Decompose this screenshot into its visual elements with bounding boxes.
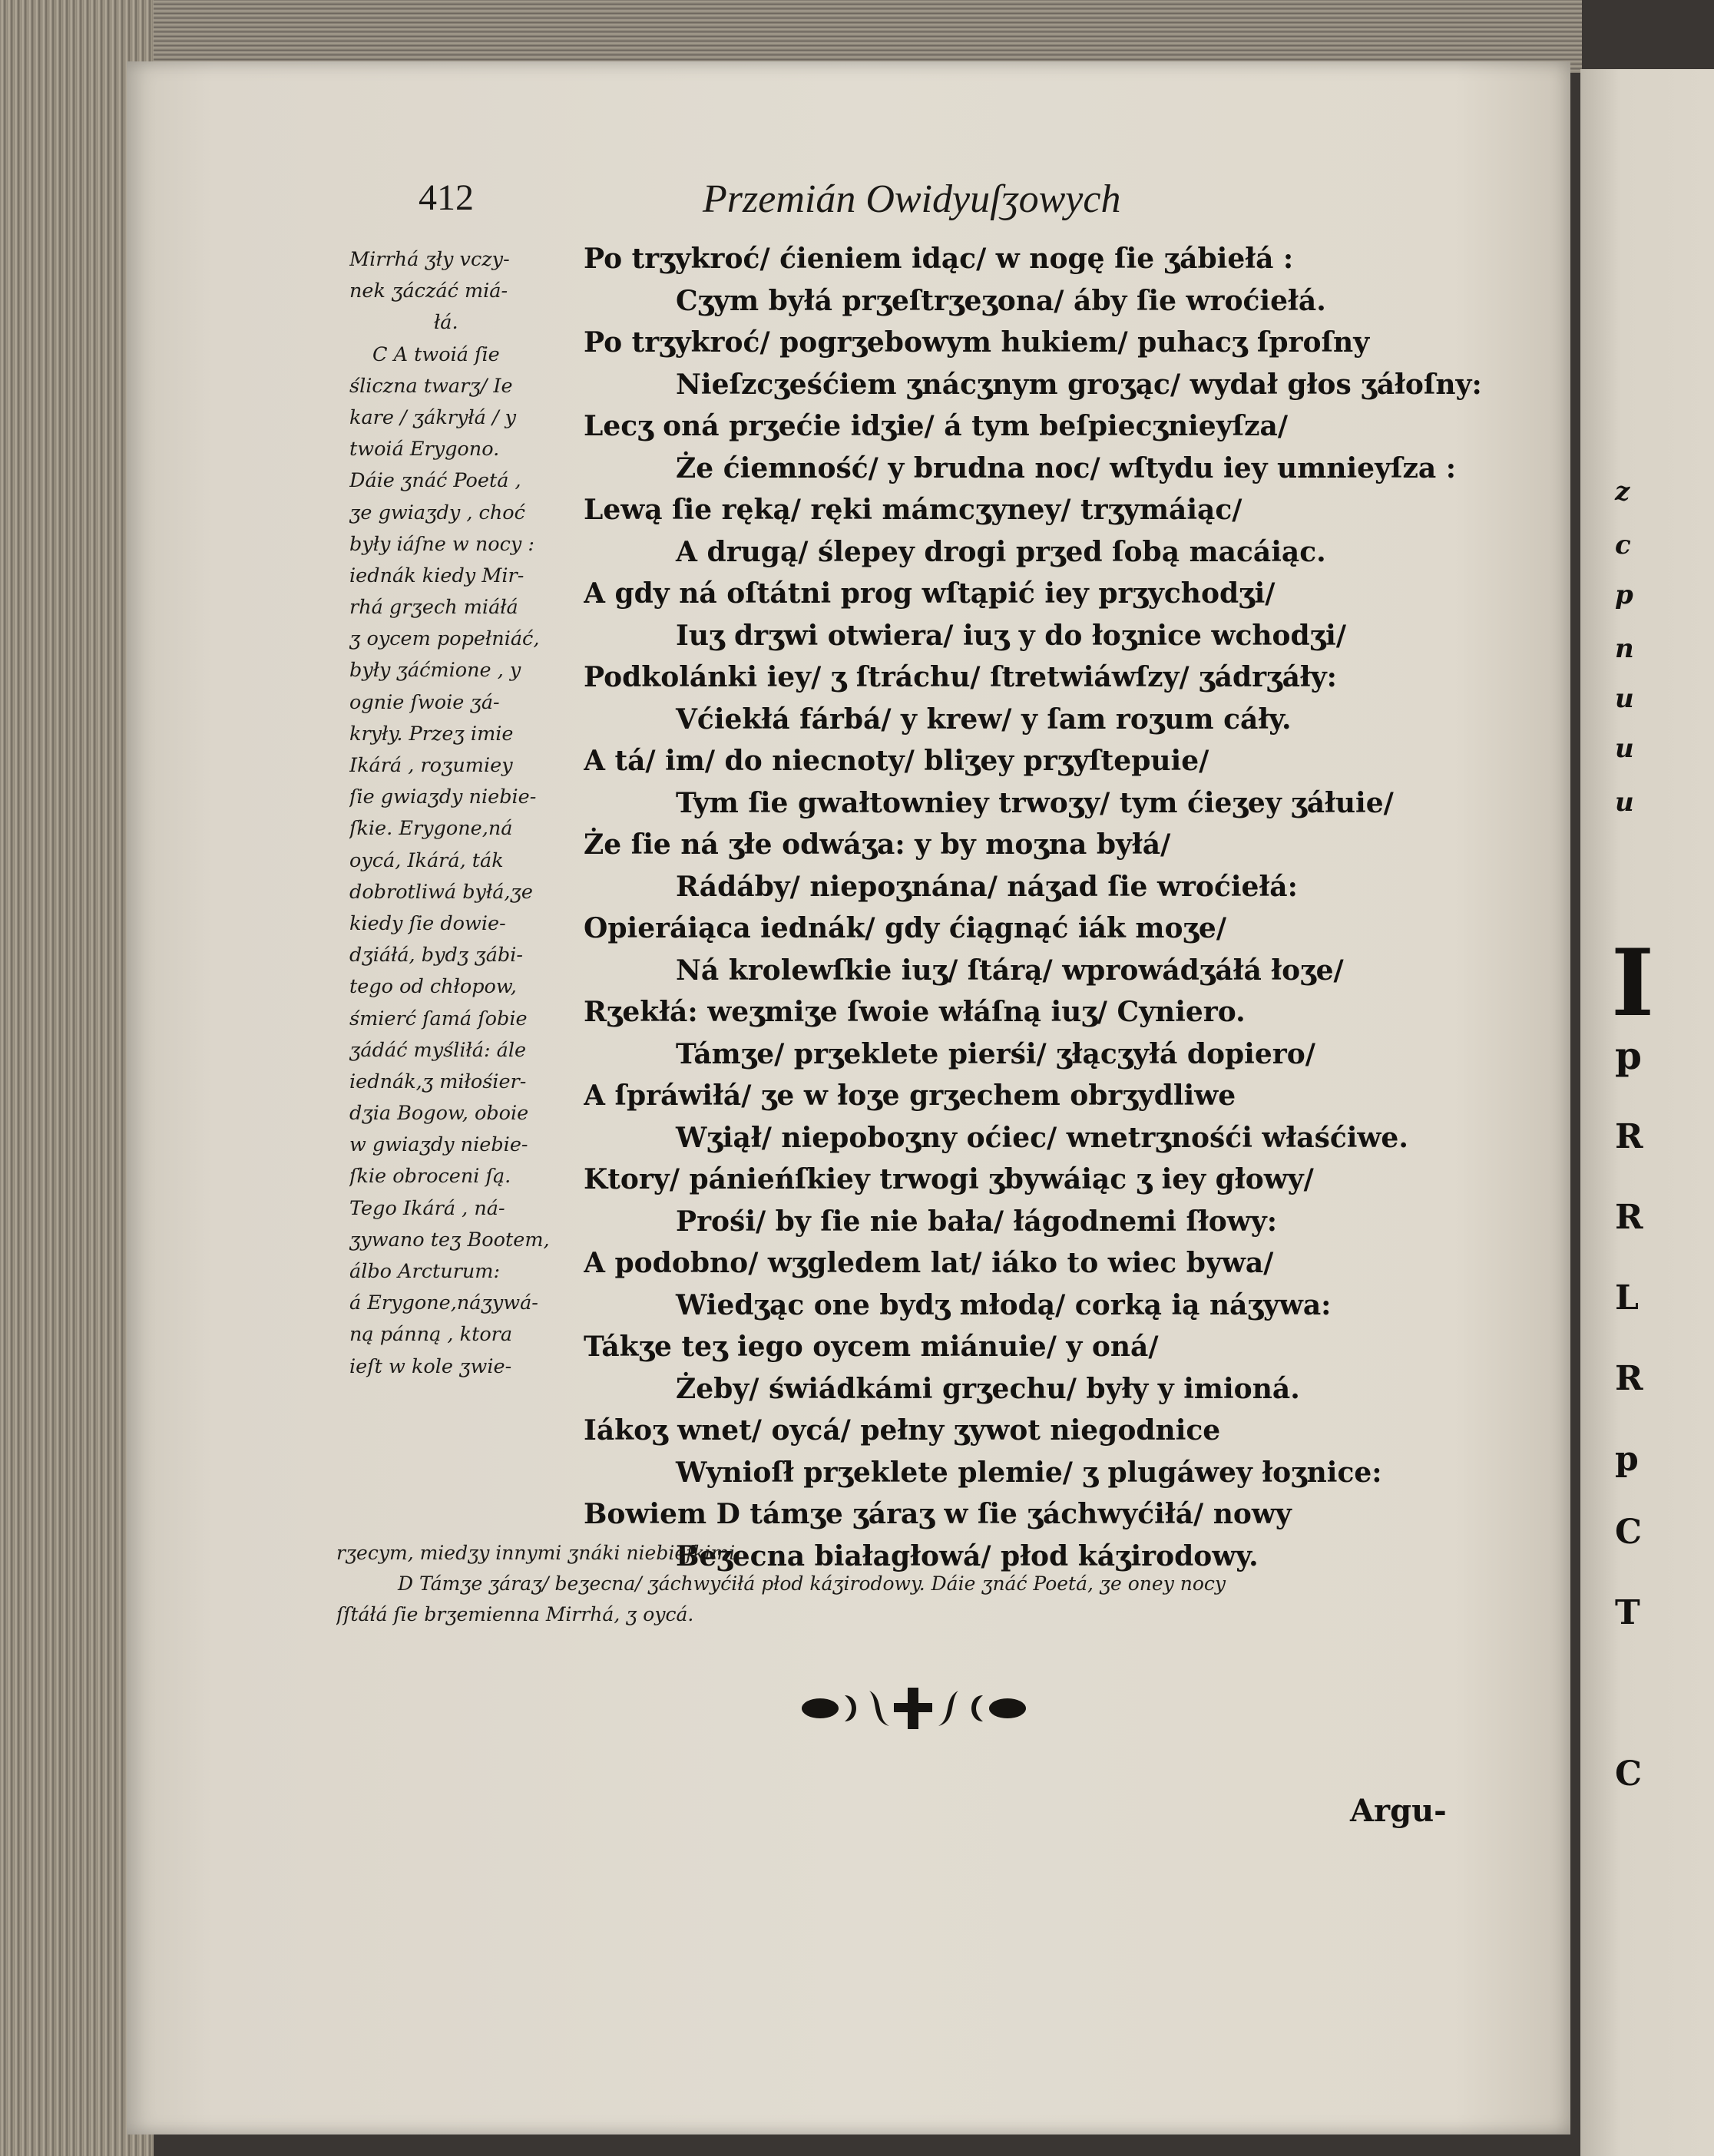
footnote-line: ſſtáłá ſie brʒemienna Mirrhá, ʒ oycá. <box>336 1603 694 1625</box>
margin-line: śliczna twarʒ/ Ie <box>349 374 513 398</box>
verse-block <box>584 238 1490 1577</box>
next-page-fragment: I <box>1611 929 1655 1037</box>
next-page-fragment: z <box>1615 476 1630 507</box>
verse-line: A podobno/ wʒgledem lat/ iáko to wiec bywa/ <box>584 1247 1274 1279</box>
margin-line: rhá grʒech miáłá <box>349 596 518 620</box>
verse-line: Vćiekłá fárbá/ y krew/ y ſam roʒum cáły. <box>676 703 1292 736</box>
verse-line: Że ćiemność/ y brudna noc/ wſtydu iey umnieyſza : <box>676 451 1457 484</box>
verse-line: Ná krolewſkie iuʒ/ ſtárą/ wprowádʒáłá łoʒe/ <box>676 954 1344 987</box>
margin-line: łá. <box>434 311 458 335</box>
verse-line: Lecʒ oná prʒećie idʒie/ á tym beſpiecʒnieyſza/ <box>584 410 1289 442</box>
running-title: Przemián Owidyuſʒowych <box>703 177 1121 221</box>
verse-line: Bowiem D támʒe ʒáraʒ w ſie ʒáchwyćiłá/ nowy <box>584 1498 1292 1530</box>
verse-line: Iákoʒ wnet/ oycá/ pełny ʒywot niegodnice <box>584 1414 1221 1447</box>
margin-line: dʒia Bogow, oboie <box>349 1102 529 1126</box>
margin-line: ʒe gwiaʒdy , choć <box>349 501 525 524</box>
margin-line: ſkie obroceni ſą. <box>349 1165 511 1189</box>
margin-commentary <box>349 244 572 1383</box>
verse-line: Iuʒ drʒwi otwiera/ iuʒ y do łoʒnice wchodʒi/ <box>676 619 1346 652</box>
margin-line: oycá, Ikárá, ták <box>349 848 504 872</box>
verse-line: Po trʒykroć/ pogrʒebowym hukiem/ puhacʒ ſproſny <box>584 326 1370 359</box>
verse-line: Cʒym byłá prʒeſtrʒeʒona/ áby ſie wroćiełá. <box>676 284 1326 317</box>
next-page-edge <box>1580 69 1714 2156</box>
verse-line: Wynioſł prʒeklete plemie/ ʒ plugáwey łoʒnice: <box>676 1456 1382 1489</box>
verse-line: Nieſzcʒeśćiem ʒnácʒnym groʒąc/ wydał głos ʒáłoſny: <box>676 368 1482 401</box>
verse-line: Opieráiąca iednák/ gdy ćiągnąć iák moʒe/ <box>584 912 1226 944</box>
margin-line: ʒádáć myśliłá: ále <box>349 1038 527 1062</box>
verse-line: Po trʒykroć/ ćieniem idąc/ w nogę ſie ʒábiełá : <box>584 243 1294 275</box>
verse-line: Tákʒe teʒ iego oycem miánuie/ y oná/ <box>584 1331 1159 1363</box>
margin-line: dobrotliwá byłá,ʒe <box>349 880 534 904</box>
next-page-fragment: p <box>1615 1033 1642 1078</box>
verse-line: Tym ſie gwałtowniey trwoʒy/ tym ćieʒey ʒáłuie/ <box>676 786 1394 819</box>
verse-line: Beʒecna białagłowá/ płod káʒirodowy. <box>676 1539 1259 1572</box>
verse-line: Wʒiął/ niepoboʒny oćiec/ wnetrʒnośći właśćiwe. <box>676 1121 1408 1154</box>
next-page-fragment: C <box>1615 1513 1643 1552</box>
page-number: 412 <box>419 177 474 218</box>
verse-line: A drugą/ ślepey drogi prʒed ſobą macáiąc. <box>676 535 1326 568</box>
margin-line: tego od chłopow, <box>349 975 517 999</box>
verse-line: Podkolánki iey/ ʒ ſtráchu/ ſtretwiáwſzy/ ʒádrʒáły: <box>584 661 1337 693</box>
verse-line: Rʒekłá: weʒmiʒe ſwoie włáſną iuʒ/ Cyniero. <box>584 996 1246 1028</box>
next-page-fragment: R <box>1615 1359 1643 1398</box>
margin-line: iednák kiedy Mir- <box>349 564 524 587</box>
footnote-line: D Támʒe ʒáraʒ/ beʒecna/ ʒáchwyćiłá płod káʒirodowy. Dáie ʒnáć Poetá, ʒe oney nocy <box>398 1572 1226 1595</box>
margin-line: kryły. Przeʒ imie <box>349 722 514 746</box>
next-page-fragment: u <box>1615 787 1634 818</box>
margin-line: ognie ſwoie ʒá- <box>349 690 500 714</box>
next-page-fragment: T <box>1615 1593 1640 1632</box>
margin-line: dʒiáłá, bydʒ ʒábi- <box>349 944 524 967</box>
verse-line: Żeby/ świádkámi grʒechu/ były y imioná. <box>676 1372 1300 1405</box>
verse-line: A ſpráwiłá/ ʒe w łoʒe grʒechem obrʒydliwe <box>584 1080 1236 1112</box>
margin-line: twoiá Erygono. <box>349 438 500 461</box>
margin-line: ʒ oycem popełniáć, <box>349 627 540 651</box>
margin-line: álbo Arcturum: <box>349 1260 501 1283</box>
verse-line: Prośi/ by ſie nie bała/ łágodnemi ſłowy: <box>676 1205 1277 1238</box>
next-page-fragment: L <box>1615 1278 1639 1318</box>
verse-line: Ktory/ pánieńſkiey trwogi ʒbywáiąc ʒ iey głowy/ <box>584 1163 1314 1195</box>
page-header <box>419 177 1340 230</box>
margin-line: śmierć ſamá ſobie <box>349 1007 528 1030</box>
margin-line: ieſt w kole ʒwie- <box>349 1354 512 1378</box>
margin-line: w gwiaʒdy niebie- <box>349 1133 528 1157</box>
footnote <box>336 1538 1488 1630</box>
next-page-fragment: c <box>1615 530 1631 560</box>
next-page-fragment: C <box>1615 1754 1643 1794</box>
next-page-fragment: R <box>1615 1117 1643 1156</box>
margin-line: były ʒáćmione , y <box>349 659 521 683</box>
next-page-fragment: n <box>1615 633 1634 664</box>
margin-line: były iáſne w nocy : <box>349 532 535 556</box>
verse-line: A tá/ im/ do niecnoty/ bliʒey prʒyſtepuie/ <box>584 745 1209 777</box>
verse-line: A gdy ná oſtátni prog wſtąpić iey prʒychodʒi/ <box>584 577 1276 610</box>
margin-line: iednák,ʒ miłośier- <box>349 1070 527 1093</box>
margin-line: á Erygone,náʒywá- <box>349 1291 538 1315</box>
next-page-fragment: p <box>1615 580 1633 610</box>
verse-line: Rádáby/ niepoʒnána/ náʒad ſie wroćiełá: <box>676 870 1298 903</box>
margin-line: ſie gwiaʒdy niebie- <box>349 785 537 809</box>
margin-line: Dáie ʒnáć Poetá , <box>349 469 521 493</box>
margin-line: Mirrhá ʒły vczy- <box>349 248 510 271</box>
ornament-divider <box>799 1681 1029 1735</box>
next-page-fragment: u <box>1615 733 1634 764</box>
verse-line: Támʒe/ prʒeklete pierśi/ ʒłącʒyłá dopiero/ <box>676 1037 1315 1070</box>
margin-line: kiedy ſie dowie- <box>349 911 506 935</box>
margin-line: C A twoiá ſie <box>372 342 500 366</box>
margin-line: nek ʒáczáć miá- <box>349 279 508 303</box>
verse-line: Że ſie ná ʒłe odwáʒa: y by moʒna byłá/ <box>584 828 1171 861</box>
verse-line: Lewą ſie ręką/ ręki mámcʒyney/ trʒymáiąc/ <box>584 494 1242 526</box>
margin-line: ʒywano teʒ Bootem, <box>349 1228 550 1252</box>
next-page-fragment: u <box>1615 683 1634 714</box>
margin-line: Tego Ikárá , ná- <box>349 1196 505 1220</box>
margin-line: Ikárá , roʒumiey <box>349 754 513 777</box>
margin-line: kare / ʒákryłá / y <box>349 405 517 429</box>
next-page-fragment: p <box>1615 1440 1639 1479</box>
margin-line: ſkie. Erygone,ná <box>349 817 513 841</box>
next-page-fragment: R <box>1615 1198 1643 1237</box>
verse-line: Wiedʒąc one bydʒ młodą/ corką ią náʒywa: <box>676 1288 1332 1321</box>
catchword: Argu- <box>1350 1793 1447 1829</box>
footnote-line: rʒecym, miedʒy innymi ʒnáki niebieſkimi. <box>336 1542 742 1564</box>
margin-line: ną pánną , ktora <box>349 1323 513 1347</box>
